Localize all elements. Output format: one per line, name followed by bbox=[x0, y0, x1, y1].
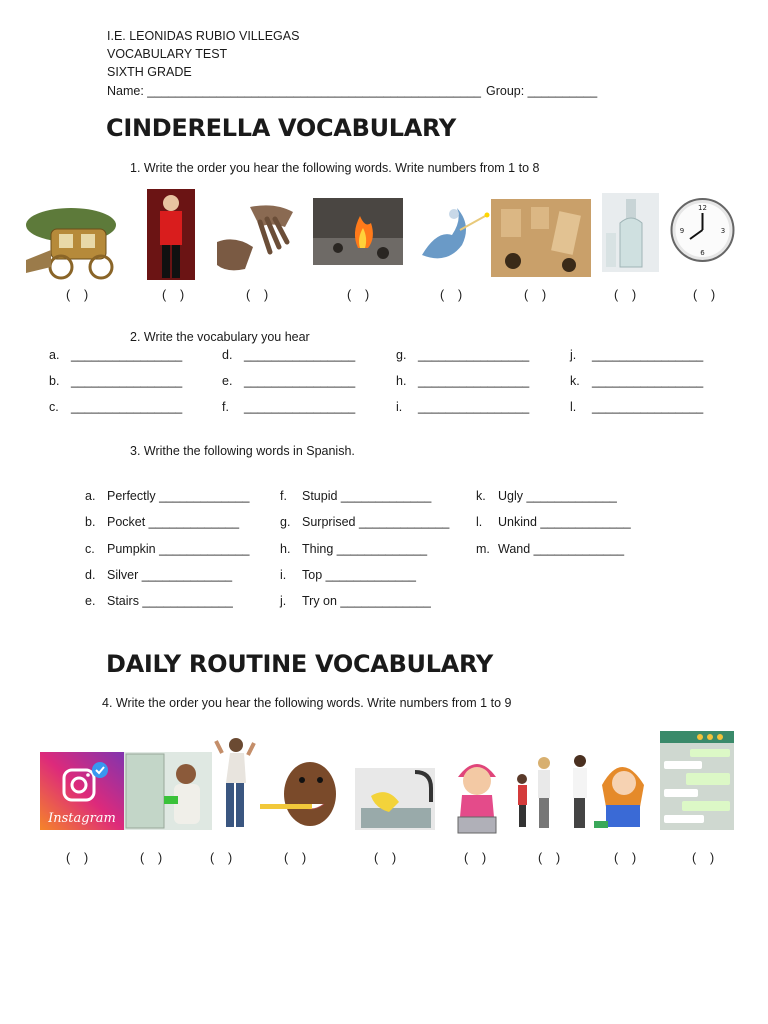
washing-dishes-image bbox=[355, 768, 435, 830]
spanish-item-e[interactable] bbox=[85, 594, 233, 608]
answer-blank[interactable]: ( ) bbox=[693, 288, 716, 302]
spanish-item-h[interactable] bbox=[280, 542, 427, 556]
question-4: 4. Write the order you hear the following words. Write numbers from 1 to 9 bbox=[102, 696, 512, 710]
blank-item-h[interactable] bbox=[396, 374, 529, 388]
item-text: Ugly _____________ bbox=[498, 489, 617, 503]
brushing-teeth-image bbox=[256, 760, 340, 830]
answer-blank[interactable]: ( ) bbox=[284, 851, 307, 865]
item-letter: k. bbox=[476, 489, 486, 503]
item-line: ________________ bbox=[418, 348, 530, 362]
item-text: Silver _____________ bbox=[107, 568, 233, 582]
spanish-item-i[interactable] bbox=[280, 568, 416, 582]
dancing-girl-image bbox=[212, 733, 256, 830]
item-line: ________________ bbox=[244, 348, 356, 362]
blank-item-b[interactable] bbox=[49, 374, 182, 388]
item-text: Surprised _____________ bbox=[302, 515, 450, 529]
question-3: 3. Writhe the following words in Spanish. bbox=[130, 444, 355, 458]
cooking-girl-image bbox=[450, 755, 504, 835]
item-line: ________________ bbox=[418, 374, 530, 388]
svg-text:9: 9 bbox=[679, 227, 685, 235]
item-letter: c. bbox=[49, 400, 59, 414]
answer-blank[interactable]: ( ) bbox=[538, 851, 561, 865]
blank-item-f[interactable] bbox=[222, 400, 355, 414]
item-letter: b. bbox=[85, 515, 96, 529]
item-letter: l. bbox=[476, 515, 483, 529]
blank-item-i[interactable] bbox=[396, 400, 529, 414]
item-letter: c. bbox=[85, 542, 95, 556]
item-text: Thing _____________ bbox=[302, 542, 428, 556]
chat-screenshot-image bbox=[660, 731, 734, 830]
spanish-item-d[interactable] bbox=[85, 568, 232, 582]
wooden-shapes-image bbox=[491, 199, 591, 277]
svg-text:3: 3 bbox=[720, 227, 726, 235]
blank-item-a[interactable] bbox=[49, 348, 182, 362]
answer-blank[interactable]: ( ) bbox=[374, 851, 397, 865]
answer-blank[interactable]: ( ) bbox=[347, 288, 370, 302]
item-letter: a. bbox=[85, 489, 96, 503]
instagram-image bbox=[40, 752, 124, 830]
blank-item-k[interactable] bbox=[570, 374, 703, 388]
item-line: ________________ bbox=[71, 400, 183, 414]
dirty-hands-image bbox=[215, 197, 297, 275]
blank-item-e[interactable] bbox=[222, 374, 355, 388]
prince-image bbox=[147, 189, 195, 280]
blank-item-l[interactable] bbox=[570, 400, 703, 414]
item-line: ________________ bbox=[71, 374, 183, 388]
fairy-godmother-image bbox=[412, 200, 490, 267]
item-letter: e. bbox=[222, 374, 233, 388]
answer-blank[interactable]: ( ) bbox=[440, 288, 463, 302]
family-walking-image bbox=[510, 755, 600, 830]
school-name: I.E. LEONIDAS RUBIO VILLEGAS bbox=[107, 29, 300, 43]
spanish-item-a[interactable] bbox=[85, 489, 249, 503]
group-field[interactable]: Group: __________ bbox=[486, 84, 598, 98]
item-letter: m. bbox=[476, 542, 490, 556]
item-text: Perfectly _____________ bbox=[107, 489, 250, 503]
cleaning-window-image bbox=[124, 752, 212, 830]
answer-blank[interactable]: ( ) bbox=[614, 288, 637, 302]
test-name: VOCABULARY TEST bbox=[107, 47, 228, 61]
spanish-item-f[interactable] bbox=[280, 489, 431, 503]
item-line: ________________ bbox=[592, 348, 704, 362]
answer-blank[interactable]: ( ) bbox=[140, 851, 163, 865]
svg-text:6: 6 bbox=[700, 249, 705, 257]
eating-girl-image bbox=[592, 755, 652, 830]
item-letter: j. bbox=[570, 348, 577, 362]
spanish-item-m[interactable] bbox=[476, 542, 624, 556]
item-line: ________________ bbox=[244, 400, 356, 414]
item-letter: h. bbox=[396, 374, 407, 388]
item-text: Try on _____________ bbox=[302, 594, 431, 608]
item-letter: h. bbox=[280, 542, 291, 556]
clock-image bbox=[668, 197, 737, 263]
item-letter: d. bbox=[85, 568, 96, 582]
blank-item-d[interactable] bbox=[222, 348, 355, 362]
blank-item-c[interactable] bbox=[49, 400, 182, 414]
svg-text:12: 12 bbox=[698, 204, 707, 212]
answer-blank[interactable]: ( ) bbox=[162, 288, 185, 302]
section-title-cinderella: CINDERELLA VOCABULARY bbox=[106, 114, 456, 142]
item-letter: e. bbox=[85, 594, 96, 608]
blank-item-j[interactable] bbox=[570, 348, 703, 362]
item-letter: i. bbox=[396, 400, 403, 414]
item-letter: d. bbox=[222, 348, 233, 362]
answer-blank[interactable]: ( ) bbox=[692, 851, 715, 865]
item-letter: g. bbox=[280, 515, 291, 529]
question-1: 1. Write the order you hear the following words. Write numbers from 1 to 8 bbox=[130, 161, 540, 175]
spanish-item-l[interactable] bbox=[476, 515, 631, 529]
item-line: ________________ bbox=[418, 400, 530, 414]
item-text: Pumpkin _____________ bbox=[107, 542, 250, 556]
item-line: ________________ bbox=[244, 374, 356, 388]
fire-ashes-image bbox=[313, 198, 403, 265]
spanish-item-b[interactable] bbox=[85, 515, 239, 529]
item-line: ________________ bbox=[592, 374, 704, 388]
item-text: Stupid _____________ bbox=[302, 489, 432, 503]
item-text: Wand _____________ bbox=[498, 542, 625, 556]
answer-blank[interactable]: ( ) bbox=[524, 288, 547, 302]
answer-blank[interactable]: ( ) bbox=[614, 851, 637, 865]
item-line: ________________ bbox=[592, 400, 704, 414]
item-letter: i. bbox=[280, 568, 287, 582]
item-text: Stairs _____________ bbox=[107, 594, 233, 608]
spanish-item-g[interactable] bbox=[280, 515, 449, 529]
item-letter: f. bbox=[222, 400, 229, 414]
spanish-item-c[interactable] bbox=[85, 542, 249, 556]
item-letter: g. bbox=[396, 348, 407, 362]
item-letter: a. bbox=[49, 348, 60, 362]
spanish-item-k[interactable] bbox=[476, 489, 617, 503]
instagram-logo-text: Instagram bbox=[48, 811, 116, 826]
item-text: Top _____________ bbox=[302, 568, 417, 582]
spanish-item-j[interactable] bbox=[280, 594, 431, 608]
answer-blank[interactable]: ( ) bbox=[66, 288, 89, 302]
answer-blank[interactable]: ( ) bbox=[464, 851, 487, 865]
glass-bottle-image bbox=[602, 193, 659, 272]
name-field[interactable]: Name: ________________________________________________ bbox=[107, 84, 481, 98]
blank-item-g[interactable] bbox=[396, 348, 529, 362]
item-letter: k. bbox=[570, 374, 580, 388]
item-letter: f. bbox=[280, 489, 287, 503]
item-text: Unkind _____________ bbox=[498, 515, 631, 529]
answer-blank[interactable]: ( ) bbox=[210, 851, 233, 865]
question-2: 2. Write the vocabulary you hear bbox=[130, 330, 310, 344]
item-line: ________________ bbox=[71, 348, 183, 362]
item-letter: l. bbox=[570, 400, 577, 414]
section-title-daily-routine: DAILY ROUTINE VOCABULARY bbox=[106, 650, 493, 678]
grade: SIXTH GRADE bbox=[107, 65, 192, 79]
answer-blank[interactable]: ( ) bbox=[66, 851, 89, 865]
carriage-image bbox=[21, 205, 121, 282]
answer-blank[interactable]: ( ) bbox=[246, 288, 269, 302]
item-text: Pocket _____________ bbox=[107, 515, 240, 529]
item-letter: b. bbox=[49, 374, 60, 388]
item-letter: j. bbox=[280, 594, 287, 608]
